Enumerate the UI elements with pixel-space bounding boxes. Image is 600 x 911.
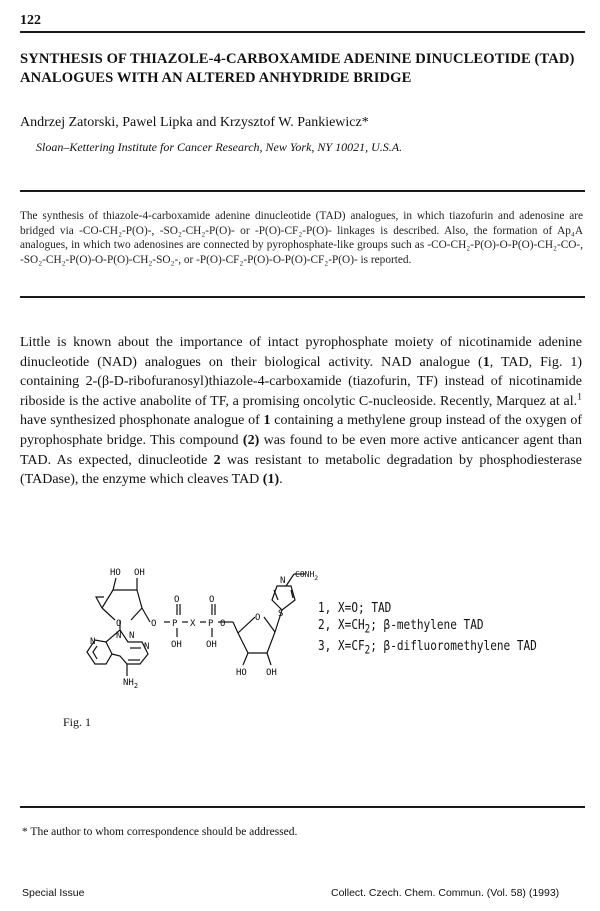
chemical-structure: [70, 560, 320, 690]
legend-entry-2: 2, $X=CH_2$; β-methylene TAD: [318, 617, 484, 636]
structure-atom: N: [144, 642, 150, 652]
figure-legend: [318, 600, 537, 658]
structure-atom: OH: [266, 668, 277, 678]
structure-atom: S: [278, 609, 284, 619]
compound-ref: 1: [263, 413, 271, 429]
figure-caption: Fig. 1: [63, 715, 92, 729]
page-number: 122: [20, 13, 41, 28]
compound-ref: 2: [213, 452, 221, 468]
structure-atom: N: [116, 631, 122, 641]
structure-atom: N: [129, 631, 135, 641]
legend-entry-1: 1, X=O; TAD: [318, 600, 392, 616]
structure-atom: O: [151, 619, 157, 629]
structure-atom: O: [209, 595, 215, 605]
abstract-top-rule: [20, 190, 585, 192]
footnote-rule: [20, 806, 585, 808]
citation-ref: 1: [577, 391, 582, 403]
compound-ref: (1): [262, 472, 280, 488]
footnote: * The author to whom correspondence should be addressed.: [22, 826, 298, 838]
legend-entry-3: 3, $X=CF_2$; β-difluoromethylene TAD: [318, 637, 537, 657]
structure-atom: N: [90, 637, 96, 647]
header-rule: [20, 31, 585, 33]
structure-atom: OH: [206, 640, 217, 650]
structure-atom: HO: [110, 568, 121, 578]
structure-atom: P: [172, 619, 178, 629]
footer-citation: Collect. Czech. Chem. Commun. (Vol. 58) (1993): [331, 887, 560, 899]
structure-atom: X: [190, 619, 196, 629]
article-title: SYNTHESIS OF THIAZOLE-4-CARBOXAMIDE ADENINE DINUCLEOTIDE (TAD) ANALOGUES WITH AN ALTERED ANHYDRIDE BRIDGE: [20, 51, 575, 86]
body-paragraph: Little is known about the importance of intact pyrophosphate moiety of nicotinamide adenine dinucleotide (NAD) analogues on their biological activity. NAD analogue (1, TAD, Fig. 1) containing 2-(β-D-ribofuranosyl)thiazole-4-carboxamide (tiazofurin, TF) instead of nicotinamide riboside is the active anabolite of TF, a promising oncolytic C-nucleoside. Recently, Marquez at al.$^1$ have synthesized phosphonate analogue of 1 containing a methylene group instead of the oxygen of pyrophosphate bridge. This compound (2) was found to be even more active anticancer agent than TAD. As expected, dinucleotide 2 was resistant to metabolic degradation by phosphodiesterase (TADase), the enzyme which cleaves TAD (1).: [20, 335, 582, 488]
structure-atom: OH: [171, 640, 182, 650]
structure-atom: N: [280, 576, 286, 586]
structure-atom: O: [174, 595, 180, 605]
structure-atom: $CONH_2$: [295, 570, 319, 582]
structure-atom: O: [220, 619, 226, 629]
structure-atom: $NH_2$: [123, 678, 139, 690]
structure-atom: P: [208, 619, 214, 629]
abstract-bottom-rule: [20, 296, 585, 298]
compound-ref: (2): [242, 432, 260, 448]
compound-ref: 1: [482, 354, 490, 370]
structure-atom: O: [255, 613, 261, 623]
structure-atom: O: [116, 619, 122, 629]
author-list: Andrzej Zatorski, Pawel Lipka and Krzysztof W. Pankiewicz*: [20, 115, 369, 130]
structure-atom: HO: [236, 668, 247, 678]
abstract: The synthesis of thiazole-4-carboxamide adenine dinucleotide (TAD) analogues, in which tiazofurin and adenosine are bridged via -CO-CH₂-P(O)-, -SO₂-CH₂-P(O)- or -P(O)-CF₂-P(O)- linkages is described. Also, the formation of Ap₄A analogues, in which two adenosines are connected by pyrophosphate-like groups such as -CO-CH₂-P(O)-O-P(O)-CH₂-CO-, -SO₂-CH₂-P(O)-O-P(O)-CH₂-SO₂-, or -P(O)-CF₂-P(O)-O-P(O)-CF₂-P(O)- is reported.: [20, 210, 583, 266]
structure-atom: OH: [134, 568, 145, 578]
footer-issue: Special Issue: [22, 887, 85, 899]
affiliation: Sloan–Kettering Institute for Cancer Research, New York, NY 10021, U.S.A.: [36, 140, 403, 154]
